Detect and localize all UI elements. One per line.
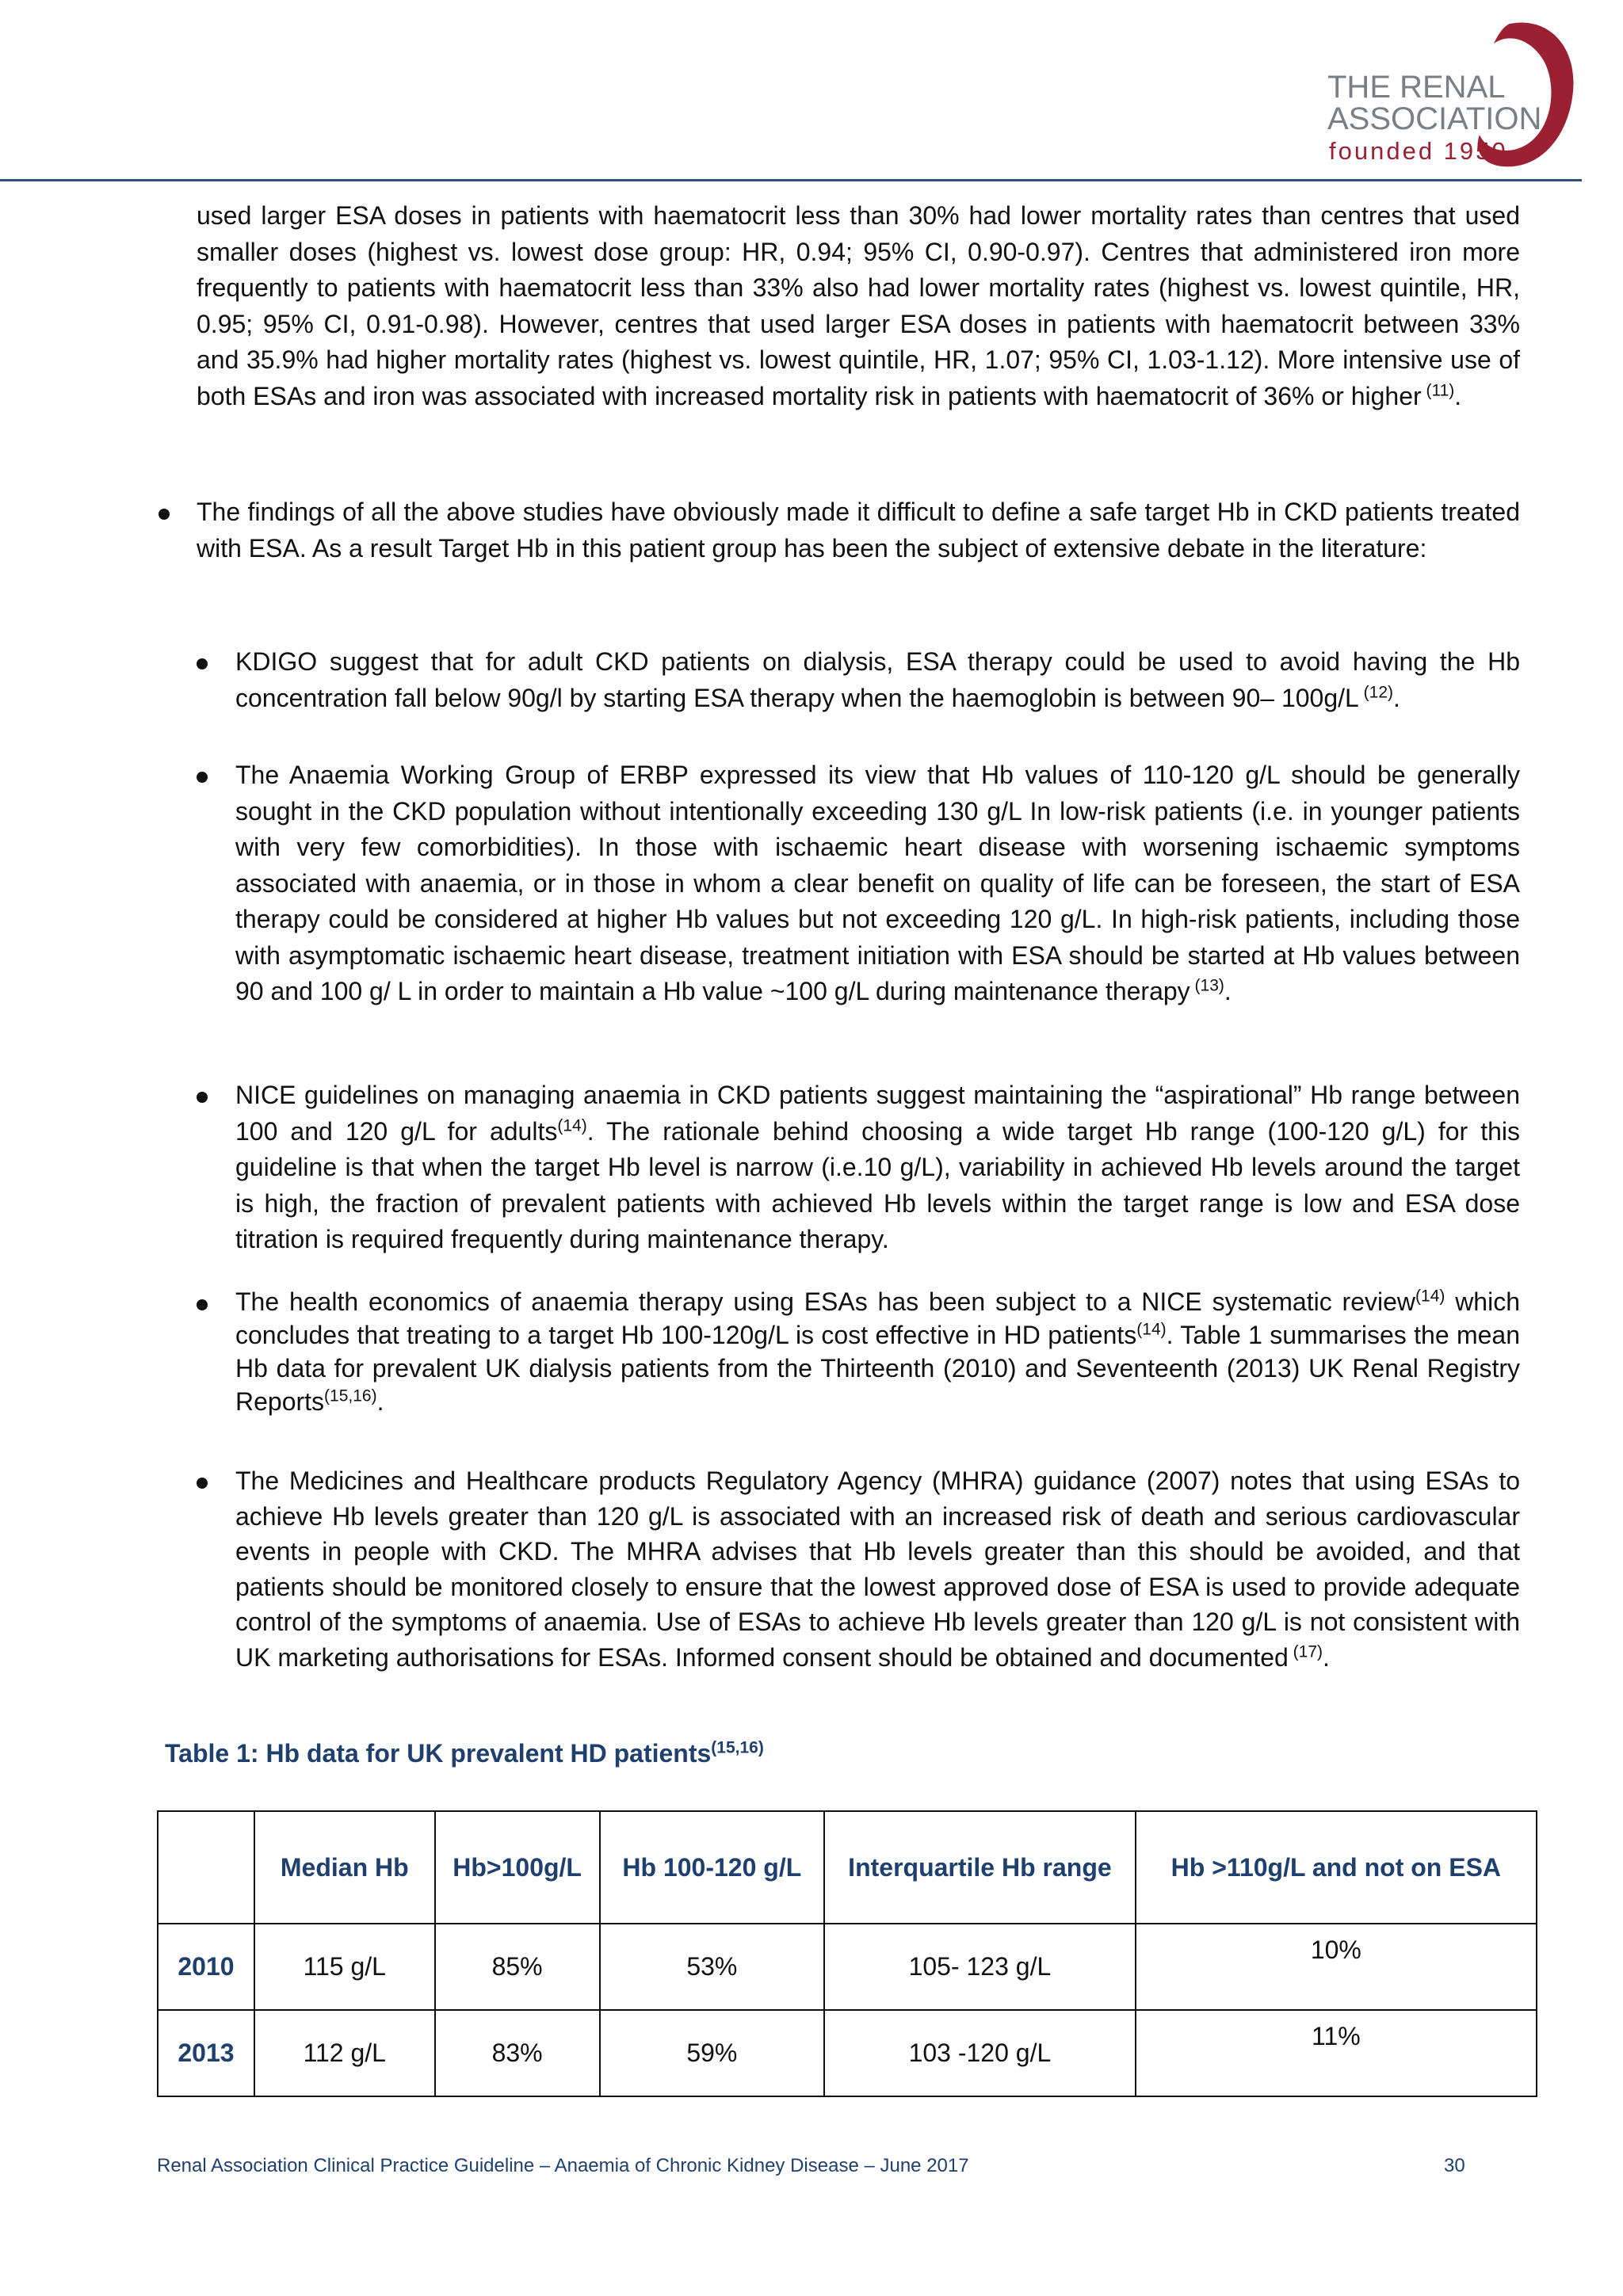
erbp-ref: (13): [1194, 976, 1224, 995]
health-economics-end: .: [376, 1387, 384, 1416]
nice-ref: (14): [557, 1116, 587, 1135]
header-cell-median-hb: Median Hb: [254, 1811, 435, 1924]
table-cell: 115 g/L: [254, 1924, 435, 2010]
kdigo-text: KDIGO suggest that for adult CKD patients on dialysis, ESA therapy could be used to avoid having the Hb concentration fall below 90g/l by starting ESA therapy when the haemoglobin is between 90– 100g/L: [235, 647, 1520, 712]
table-cell: 10%: [1136, 1924, 1537, 2010]
header-cell-hb-100-120: Hb 100-120 g/L: [600, 1811, 825, 1924]
intro-paragraph: [197, 198, 1520, 414]
table-caption: [165, 1739, 764, 1768]
table-cell-year: 2013: [158, 2010, 254, 2096]
table-cell: 11%: [1136, 2010, 1537, 2096]
header-cell-interquartile: Interquartile Hb range: [824, 1811, 1136, 1924]
header-cell-hb-over-110-no-esa: Hb >110g/L and not on ESA: [1136, 1811, 1537, 1924]
erbp-paragraph: [235, 757, 1520, 1010]
nice-text-b: . The rationale behind choosing a wide target Hb range (100-120 g/L) for this guideline is that when the target Hb level is narrow (i.e.10 g/L), variability in achieved Hb levels around the target is high, the fraction of prevalent patients with achieved Hb levels within the target range is low and ESA dose titration is required frequently during maintenance therapy.: [235, 1116, 1521, 1253]
header-cell-empty: [158, 1811, 254, 1924]
table-cell: 85%: [435, 1924, 600, 2010]
header-cell-hb-over-100: Hb>100g/L: [435, 1811, 600, 1924]
health-economics-paragraph: [235, 1285, 1520, 1418]
main-bullet-text: The findings of all the above studies have obviously made it difficult to define a safe target Hb in CKD patients treated with ESA. As a result Target Hb in this patient group has been the subject of extensive debate in the literature:: [197, 498, 1520, 563]
main-bullet-paragraph: [197, 494, 1520, 566]
page-number: 30: [1444, 2155, 1465, 2176]
mhra-paragraph: [235, 1463, 1520, 1675]
health-economics-ref-c: (15,16): [324, 1386, 377, 1405]
bullet-main: [158, 509, 170, 520]
erbp-end: .: [1224, 977, 1232, 1005]
logo-text-line1: THE RENAL: [1327, 70, 1506, 105]
table-cell-year: 2010: [158, 1924, 254, 2010]
footer-title: Renal Association Clinical Practice Guideline – Anaemia of Chronic Kidney Disease – June 2017: [157, 2155, 969, 2176]
table-cell: 112 g/L: [254, 2010, 435, 2096]
bullet-health-economics: [197, 1299, 208, 1310]
table-row: [158, 2010, 1537, 2096]
nice-paragraph: [235, 1077, 1520, 1258]
bullet-mhra: [197, 1478, 208, 1489]
mhra-end: .: [1323, 1642, 1330, 1672]
table-cell: 103 -120 g/L: [824, 2010, 1136, 2096]
table-caption-ref: (15,16): [711, 1738, 764, 1757]
renal-association-logo: [1312, 16, 1585, 174]
logo-text-line2: ASSOCIATION: [1327, 101, 1542, 136]
intro-text: used larger ESA doses in patients with haematocrit less than 30% had lower mortality rates than centres that used smaller doses (highest vs. lowest dose group: HR, 0.94; 95% CI, 0.90-0.97). Centres that administered iron more frequently to patients with haematocrit less than 33% also had lower mortality rates (highest vs. lowest quintile, HR, 0.95; 95% CI, 0.91-0.98). However, centres that used larger ESA doses in patients with haematocrit between 33% and 35.9% had higher mortality rates (highest vs. lowest quintile, HR, 1.07; 95% CI, 1.03-1.12). More intensive use of both ESAs and iron was associated with increased mortality risk in patients with haematocrit of 36% or higher: [197, 201, 1520, 410]
kdigo-ref: (12): [1363, 682, 1394, 701]
table-row: [158, 1924, 1537, 2010]
health-economics-text-c: . Table 1 summarises the mean Hb data for prevalent UK dialysis patients from the Thirteenth (2010) and Seventeenth (2013) UK Renal Registry Reports: [235, 1321, 1521, 1416]
header-rule: [0, 179, 1582, 181]
table-cell: 83%: [435, 2010, 600, 2096]
kdigo-paragraph: [235, 644, 1520, 716]
health-economics-text-a: The health economics of anaemia therapy using ESAs has been subject to a NICE systematic review: [235, 1287, 1416, 1316]
logo-founded-text: founded 1950: [1329, 137, 1508, 165]
intro-end: .: [1454, 381, 1462, 410]
hb-data-table: [157, 1810, 1537, 2097]
mhra-text: The Medicines and Healthcare products Regulatory Agency (MHRA) guidance (2007) notes that using ESAs to achieve Hb levels greater than 120 g/L is associated with an increased risk of death and serious cardiovascular events in people with CKD. The MHRA advises that Hb levels greater than this should be avoided, and that patients should be monitored closely to ensure that the lowest approved dose of ESA is used to provide adequate control of the symptoms of anaemia. Use of ESAs to achieve Hb levels greater than 120 g/L is not consistent with UK marketing authorisations for ESAs. Informed consent should be obtained and documented: [235, 1466, 1520, 1672]
health-economics-ref-b: (14): [1136, 1320, 1167, 1339]
health-economics-text-b: which concludes that treating to a target Hb 100-120g/L is cost effective in HD patients: [235, 1287, 1521, 1349]
health-economics-ref-a: (14): [1415, 1287, 1445, 1306]
mhra-ref: (17): [1293, 1642, 1323, 1661]
bullet-erbp: [197, 772, 208, 783]
kdigo-end: .: [1393, 683, 1400, 712]
table-cell: 59%: [600, 2010, 825, 2096]
bullet-kdigo: [197, 658, 208, 669]
bullet-nice: [197, 1092, 208, 1103]
table-cell: 105- 123 g/L: [824, 1924, 1136, 2010]
nice-text-a: NICE guidelines on managing anaemia in CKD patients suggest maintaining the “aspirational” Hb range between 100 and 120 g/L for adults: [235, 1081, 1520, 1146]
erbp-text: The Anaemia Working Group of ERBP expressed its view that Hb values of 110-120 g/L should be generally sought in the CKD population without intentionally exceeding 130 g/L In low-risk patients (i.e. in younger patients with very few comorbidities). In those with ischaemic heart disease with worsening ischaemic symptoms associated with anaemia, or in those in whom a clear benefit on quality of life can be foreseen, the start of ESA therapy could be considered at higher Hb values but not exceeding 120 g/L. In high-risk patients, including those with asymptomatic ischaemic heart disease, treatment initiation with ESA should be started at Hb values between 90 and 100 g/ L in order to maintain a Hb value ~100 g/L during maintenance therapy: [235, 761, 1520, 1005]
table-cell: 53%: [600, 1924, 825, 2010]
table-header-row: [158, 1811, 1537, 1924]
table-caption-text: Table 1: Hb data for UK prevalent HD patients: [165, 1739, 712, 1768]
intro-ref: (11): [1426, 380, 1455, 399]
